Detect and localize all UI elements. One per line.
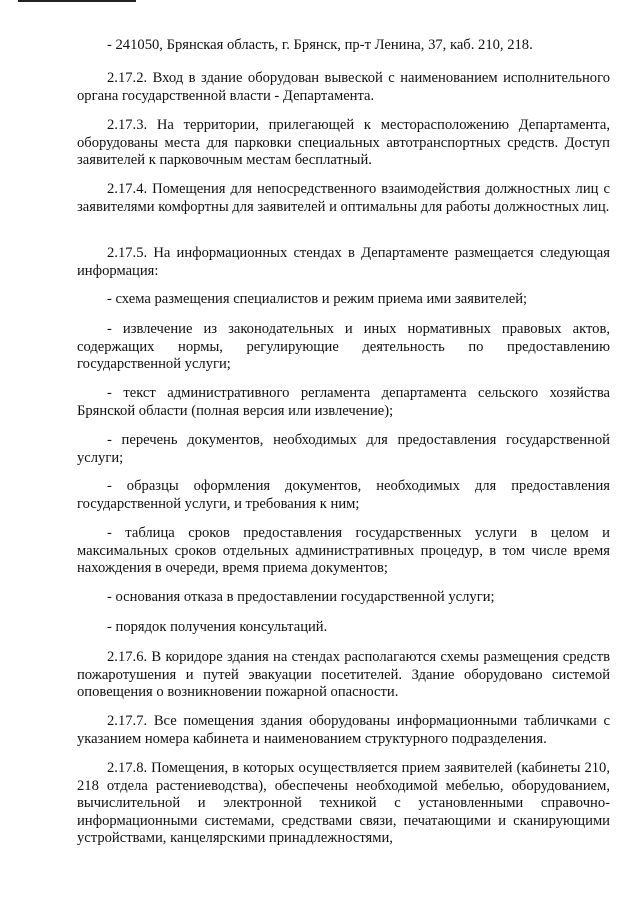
paragraph-2-17-8: 2.17.8. Помещения, в которых осуществляется прием заявителей (кабинеты 210, 218 отдела растениеводства), обеспечены необходимой мебелью, оборудованием, вычислительной и электронной техникой с установленными справочно-информационными системами, средствами связи, печатающими и сканирующими устройствами, канцелярскими принадлежностями, — [77, 760, 610, 847]
paragraph-2-17-6: 2.17.6. В коридоре здания на стендах располагаются схемы размещения средств пожаротушения и путей эвакуации посетителей. Здание оборудовано системой оповещения о возникновении пожарной опасности. — [77, 649, 610, 701]
paragraph-2-17-7: 2.17.7. Все помещения здания оборудованы информационными табличками с указанием номера кабинета и наименованием структурного подразделения. — [77, 713, 610, 747]
list-item-documents-list: - перечень документов, необходимых для предоставления государственной услуги; — [77, 432, 610, 466]
list-item-extract: - извлечение из законодательных и иных нормативных правовых актов, содержащих нормы, регулирующие деятельность по предоставлению государственной услуги; — [77, 321, 610, 373]
paragraph-2-17-5: 2.17.5. На информационных стендах в Департаменте размещается следующая информация: — [77, 245, 610, 279]
list-item-refusal-grounds: - основания отказа в предоставлении государственной услуги; — [107, 589, 495, 605]
list-item-scheme: - схема размещения специалистов и режим приема ими заявителей; — [107, 291, 528, 307]
address-line: - 241050, Брянская область, г. Брянск, пр-т Ленина, 37, каб. 210, 218. — [107, 37, 533, 53]
paragraph-2-17-2: 2.17.2. Вход в здание оборудован вывеской с наименованием исполнительного органа государственной власти - Департамента. — [77, 70, 610, 104]
list-item-consultation: - порядок получения консультаций. — [107, 619, 328, 635]
paragraph-2-17-3: 2.17.3. На территории, прилегающей к месторасположению Департамента, оборудованы места для парковки специальных автотранспортных средств. Доступ заявителей к парковочным местам бесплатный. — [77, 117, 610, 169]
list-item-samples: - образцы оформления документов, необходимых для предоставления государственной услуги, и требования к ним; — [77, 478, 610, 512]
list-item-regulation-text: - текст административного регламента департамента сельского хозяйства Брянской области (полная версия или извлечение); — [77, 385, 610, 419]
paragraph-2-17-4: 2.17.4. Помещения для непосредственного взаимодействия должностных лиц с заявителями комфортны для заявителей и оптимальны для работы должностных лиц. — [77, 181, 610, 215]
top-rule — [18, 0, 136, 2]
list-item-deadlines-table: - таблица сроков предоставления государственных услуги в целом и максимальных сроков отдельных административных процедур, в том числе время нахождения в очереди, время приема документов; — [77, 525, 610, 577]
